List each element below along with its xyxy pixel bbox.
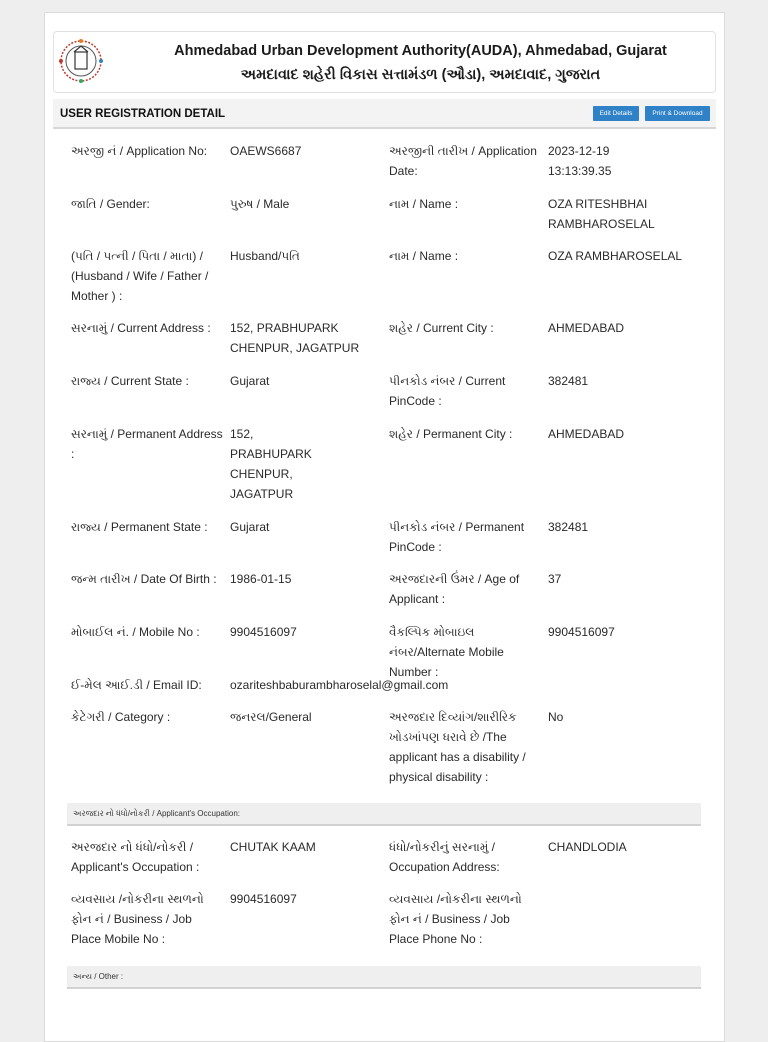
org-name-gujarati: અમદાવાદ શહેરી વિકાસ સત્તામંડળ (ઔડા), અમદાવાદ, ગુજરાત <box>240 67 601 83</box>
name-value: OZA RITESHBHAI RAMBHAROSELAL <box>548 197 655 231</box>
disability-value: No <box>548 710 564 724</box>
permanent-address-value: 152, PRABHUPARK CHENPUR, JAGATPUR <box>230 427 312 501</box>
gender-label: જાતિ / Gender: <box>71 197 150 211</box>
email-value: ozariteshbaburambharoselal@gmail.com <box>230 678 449 692</box>
permanent-state-value: Gujarat <box>230 520 270 534</box>
category-value: જનરલ/General <box>230 710 312 724</box>
section-header-bar <box>53 99 716 129</box>
org-header <box>53 31 716 93</box>
print-download-button[interactable]: Print & Download <box>645 106 710 121</box>
job-mobile-label: વ્યવસાય /નોકરીના સ્થળનો ફોન નં / Business / Job Place Mobile No : <box>71 892 204 946</box>
current-city-value: AHMEDABAD <box>548 321 625 335</box>
alternate-mobile-label: વૈકલ્પિક મોબાઇલ નંબર/Alternate Mobile Number : <box>389 625 504 679</box>
application-no-value: OAEWS6687 <box>230 144 302 158</box>
category-label: કેટેગરી / Category : <box>71 710 171 724</box>
current-pincode-value: 382481 <box>548 374 589 388</box>
application-no-label: અરજી નં / Application No: <box>71 144 208 158</box>
name-label: નામ / Name : <box>389 197 459 211</box>
relation-label: (પતિ / પત્ની / પિતા / માતા) / (Husband / Wife / Father / Mother ) : <box>71 249 209 303</box>
age-value: 37 <box>548 572 562 586</box>
age-label: અરજદારની ઉંમર / Age of Applicant : <box>389 572 520 606</box>
current-pincode-label: પીનકોડ નંબર / Current PinCode : <box>389 374 506 408</box>
current-state-value: Gujarat <box>230 374 270 388</box>
relation-name-value: OZA RAMBHAROSELAL <box>548 249 683 263</box>
current-city-label: શહેર / Current City : <box>389 321 494 335</box>
occupation-address-label: ધંધો/નોકરીનું સરનામું / Occupation Address: <box>389 840 500 874</box>
mobile-value: 9904516097 <box>230 625 297 639</box>
permanent-city-label: શહેર / Permanent City : <box>389 427 513 441</box>
current-address-label: સરનામું / Current Address : <box>71 321 211 335</box>
edit-details-button[interactable]: Edit Details <box>593 106 639 121</box>
permanent-pincode-value: 382481 <box>548 520 589 534</box>
relation-value: Husband/પતિ <box>230 249 300 263</box>
current-address-value: 152, PRABHUPARK CHENPUR, JAGATPUR <box>230 321 360 355</box>
occupation-value: CHUTAK KAAM <box>230 840 316 854</box>
dob-value: 1986-01-15 <box>230 572 292 586</box>
mobile-label: મોબાઈલ નં. / Mobile No : <box>71 625 200 639</box>
other-subsection-header: અન્ય / Other : <box>67 966 701 989</box>
permanent-state-label: રાજ્ય / Permanent State : <box>71 520 208 534</box>
job-phone-label: વ્યવસાય /નોકરીના સ્થળનો ફોન નં / Business / Job Place Phone No : <box>389 892 522 946</box>
permanent-city-value: AHMEDABAD <box>548 427 625 441</box>
alternate-mobile-value: 9904516097 <box>548 625 615 639</box>
permanent-pincode-label: પીનકોડ નંબર / Permanent PinCode : <box>389 520 525 554</box>
permanent-address-label: સરનામું / Permanent Address : <box>71 427 223 461</box>
occupation-subsection-header: અરજદાર નો ધંધો/નોકરી / Applicant's Occupation: <box>67 803 701 826</box>
application-date-value: 2023-12-19 13:13:39.35 <box>548 144 612 178</box>
document-sheet <box>44 12 725 1042</box>
relation-name-label: નામ / Name : <box>389 249 459 263</box>
auda-emblem-icon <box>58 38 104 84</box>
occupation-label: અરજદાર નો ધંધો/નોકરી / Applicant's Occupation : <box>71 840 200 874</box>
email-label: ઈ-મેલ આઈ.ડી / Email ID: <box>71 678 202 692</box>
occupation-address-value: CHANDLODIA <box>548 840 627 854</box>
job-mobile-value: 9904516097 <box>230 892 297 906</box>
application-date-label: અરજીની તારીખ / Application Date: <box>389 144 537 178</box>
current-state-label: રાજ્ય / Current State : <box>71 374 189 388</box>
org-name-english: Ahmedabad Urban Development Authority(AUDA), Ahmedabad, Gujarat <box>174 43 667 59</box>
dob-label: જન્મ તારીખ / Date Of Birth : <box>71 572 217 586</box>
gender-value: પુરુષ / Male <box>230 197 290 211</box>
disability-label: અરજદાર દિવ્યાંગ/શારીરિક ખોડખાંપણ ધરાવે છે /The applicant has a disability / physical disability : <box>389 710 526 784</box>
section-title: USER REGISTRATION DETAIL <box>60 108 226 120</box>
